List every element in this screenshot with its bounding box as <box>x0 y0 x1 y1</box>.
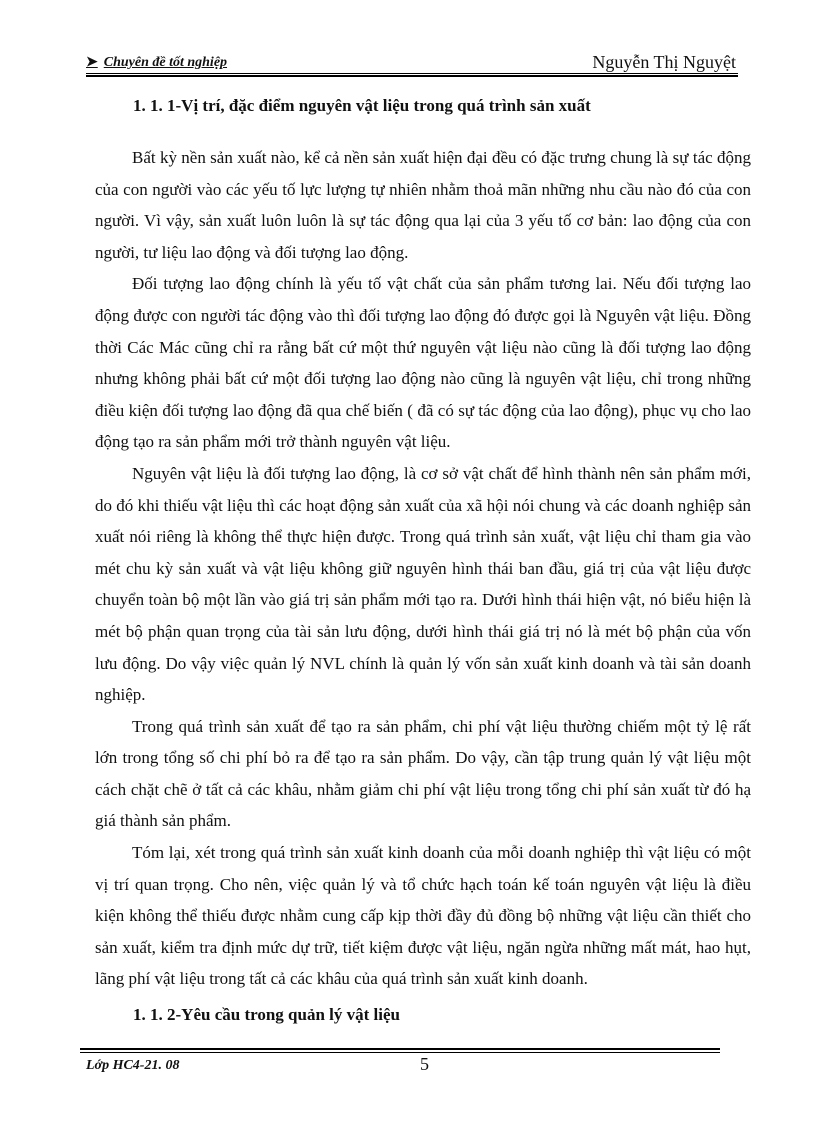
footer-class-label: Lớp HC4-21. 08 <box>86 1058 180 1073</box>
header-divider <box>86 73 738 77</box>
page-number: 5 <box>420 1054 429 1074</box>
footer-divider <box>80 1048 720 1053</box>
paragraph-1: Bất kỳ nền sản xuất nào, kể cả nền sản xuất hiện đại đều có đặc trưng chung là sự tác động của con người vào các yếu tố lực lượng tự nhiên nhằm thoả mãn những nhu cầu nào đó của con người. Vì vậy, sản xuất luôn luôn là sự tác động qua lại của 3 yếu tố cơ bản: lao động của con người, tư liệu lao động và đối tượng lao động. <box>95 148 751 262</box>
document-body <box>95 92 751 1029</box>
page-header <box>86 52 738 74</box>
paragraph-5: Tóm lại, xét trong quá trình sản xuất kinh doanh của mỗi doanh nghiệp thì vật liệu có một vị trí quan trọng. Cho nên, việc quản lý và tổ chức hạch toán kế toán nguyên vật liệu là điều kiện không thể thiếu được nhằm cung cấp kịp thời đầy đủ đồng bộ những vật liệu cần thiết cho sản xuất, kiểm tra định mức dự trữ, tiết kiệm được vật liệu, ngăn ngừa những mất mát, hao hụt, lãng phí vật liệu trong tất cả các khâu của quá trình sản xuất kinh doanh. <box>95 843 751 989</box>
arrow-right-icon: ➤ <box>86 55 98 70</box>
paragraph-3: Nguyên vật liệu là đối tượng lao động, là cơ sở vật chất để hình thành nên sản phẩm mới, do đó khi thiếu vật liệu thì các hoạt động sản xuất của xã hội nói chung và các doanh nghiệp sản xuất nói riêng là không thể thực hiện được. Trong quá trình sản xuất, vật liệu chỉ tham gia vào mét chu kỳ sản xuất và vật liệu không giữ nguyên hình thái ban đầu, giá trị của vật liệu được chuyển toàn bộ một lần vào giá trị sản phẩm mới tạo ra. Dưới hình thái hiện vật, nó biểu hiện là mét bộ phận quan trọng của tài sản lưu động, dưới hình thái giá trị nó là mét bộ phận của vốn lưu động. Do vậy việc quản lý NVL chính là quản lý vốn sản xuất kinh doanh và tài sản doanh nghiệp. <box>95 463 751 705</box>
paragraph-2: Đối tượng lao động chính là yếu tố vật chất của sản phẩm tương lai. Nếu đối tượng lao động được con người tác động vào thì đối tượng lao động đó được gọi là Nguyên vật liệu. Đồng thời Các Mác cũng chỉ ra rằng bất cứ một thứ nguyên vật liệu nào cũng là đối tượng lao động nhưng không phải bất cứ một đối tượng lao động nào cũng là nguyên vật liệu, chỉ trong những điều kiện đối tượng lao động đã qua chế biến ( đã có sự tác động của lao động), phục vụ cho lao động tạo ra sản phẩm mới trở thành nguyên vật liệu. <box>95 274 751 452</box>
header-author: Nguyễn Thị Nguyệt <box>592 52 736 72</box>
paragraph-4: Trong quá trình sản xuất để tạo ra sản phẩm, chi phí vật liệu thường chiếm một tỷ lệ rất lớn trong tổng số chi phí bỏ ra để tạo ra sản phẩm. Do vậy, cần tập trung quản lý vật liệu một cách chặt chẽ ở tất cả các khâu, nhằm giảm chi phí vật liệu trong tổng chi phí sản xuất từ đó hạ giá thành sản phẩm. <box>95 716 751 831</box>
section-heading-1-1-2: 1. 1. 2-Yêu cầu trong quản lý vật liệu <box>133 1005 400 1025</box>
section-heading-1-1-1: 1. 1. 1-Vị trí, đặc điểm nguyên vật liệu trong quá trình sản xuất <box>133 96 591 115</box>
header-title: Chuyên đề tốt nghiệp <box>103 55 228 70</box>
header-left <box>86 54 227 71</box>
